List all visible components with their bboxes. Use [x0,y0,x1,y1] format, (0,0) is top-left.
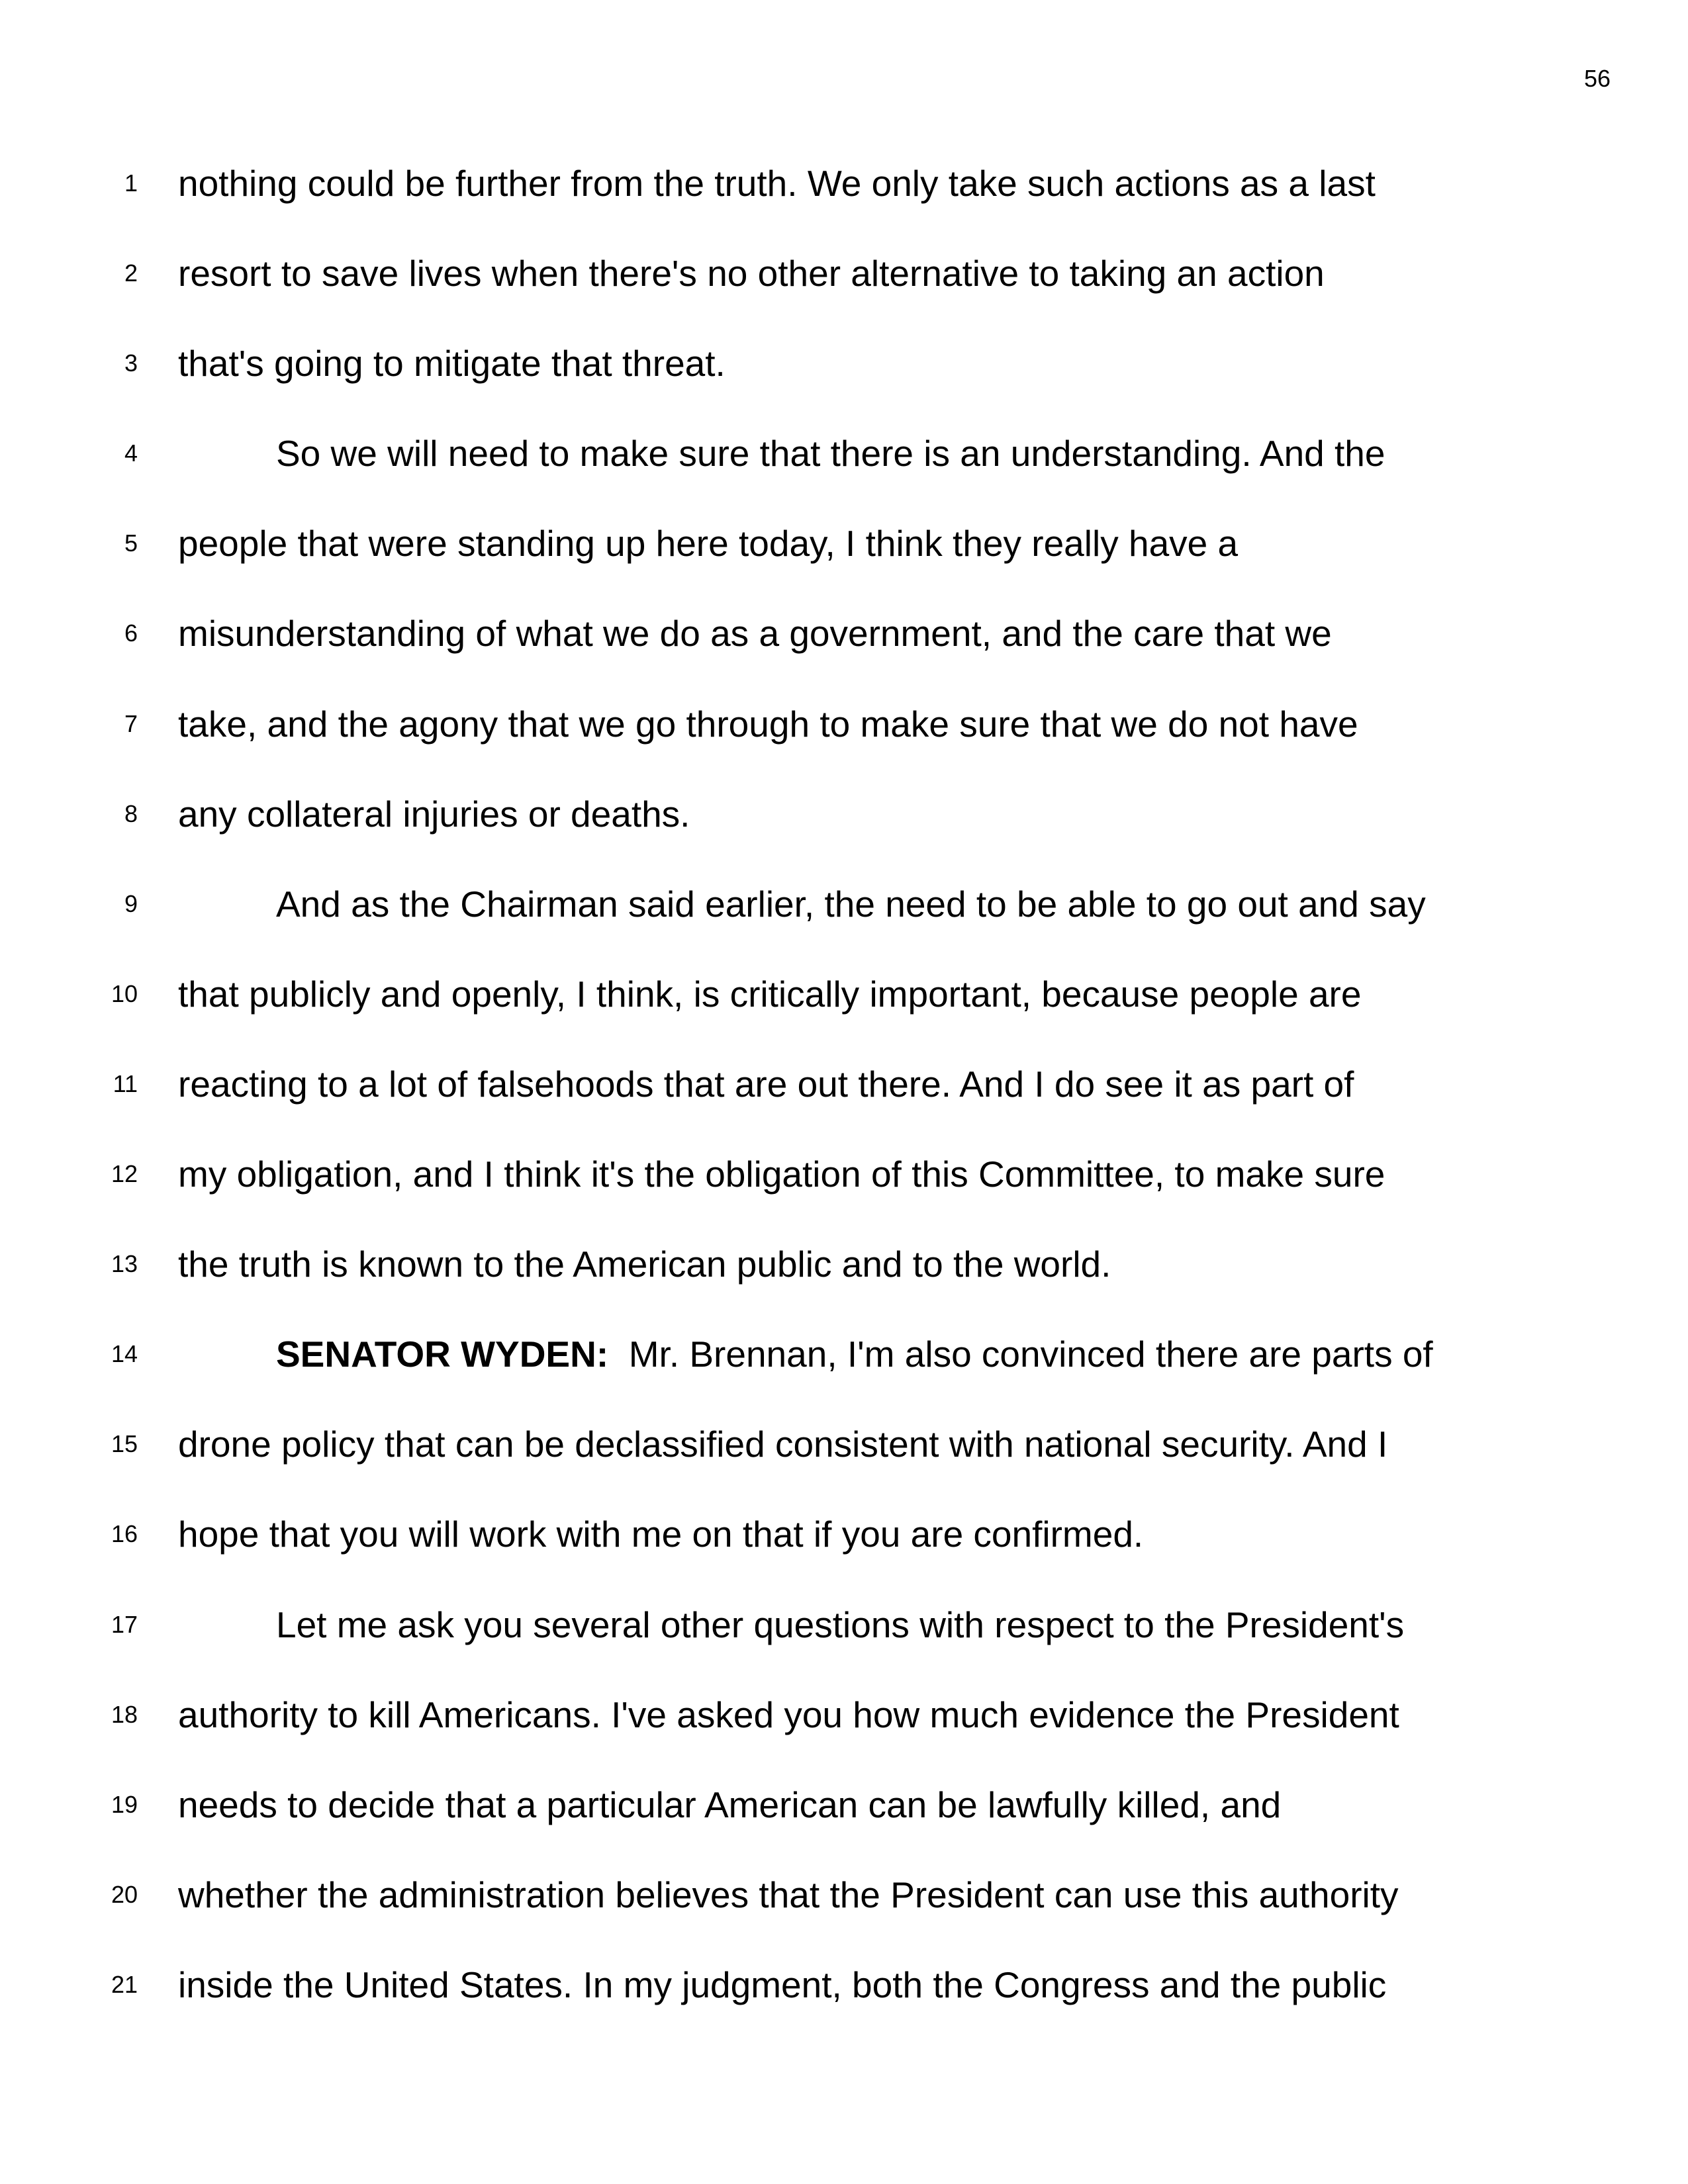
transcript-line [0,318,1688,408]
line-number: 11 [113,1069,138,1097]
transcript-line [0,1399,1688,1489]
line-text: So we will need to make sure that there is an understanding. And the [276,433,1385,475]
transcript-line [0,1940,1688,2030]
transcript-line [0,1580,1688,1670]
line-number: 2 [124,259,138,287]
line-text: authority to kill Americans. I've asked you how much evidence the President [178,1694,1399,1735]
line-text: reacting to a lot of falsehoods that are out there. And I do see it as part of [178,1063,1354,1105]
line-text: And as the Chairman said earlier, the need to be able to go out and say [276,883,1426,925]
line-number: 12 [111,1160,138,1188]
line-text: inside the United States. In my judgment, both the Congress and the public [178,1964,1387,2005]
transcript-line [0,1309,1688,1399]
line-text: resort to save lives when there's no other alternative to taking an action [178,253,1325,295]
transcript-line [0,1850,1688,1940]
line-number: 16 [111,1520,138,1548]
transcript-line [0,228,1688,318]
transcript-line [0,949,1688,1039]
transcript-body [0,138,1688,2030]
line-number: 13 [111,1250,138,1278]
transcript-line [0,588,1688,678]
line-text: misunderstanding of what we do as a government, and the care that we [178,613,1332,655]
transcript-line [0,498,1688,588]
line-text: the truth is known to the American public and to the world. [178,1244,1111,1285]
line-text: my obligation, and I think it's the obligation of this Committee, to make sure [178,1154,1385,1195]
transcript-line [0,1129,1688,1219]
line-number: 17 [111,1610,138,1638]
line-number: 18 [111,1700,138,1728]
transcript-line [0,1760,1688,1850]
line-number: 7 [124,709,138,737]
line-number: 10 [111,979,138,1007]
transcript-line [0,1219,1688,1309]
line-number: 14 [111,1340,138,1368]
line-number: 1 [124,169,138,197]
line-text: people that were standing up here today, I think they really have a [178,523,1239,565]
line-number: 4 [124,439,138,467]
transcript-line [0,769,1688,859]
transcript-line [0,138,1688,228]
transcript-line [0,1670,1688,1760]
line-text: that's going to mitigate that threat. [178,343,726,385]
line-text: take, and the agony that we go through to make sure that we do not have [178,703,1358,745]
line-number: 6 [124,619,138,647]
transcript-line [0,1489,1688,1579]
line-number: 20 [111,1880,138,1908]
line-text: any collateral injuries or deaths. [178,793,690,835]
line-number: 5 [124,529,138,557]
line-number: 3 [124,349,138,377]
line-text: nothing could be further from the truth. We only take such actions as a last [178,163,1376,204]
transcript-line [0,679,1688,769]
speaker-label: SENATOR WYDEN: [276,1334,609,1375]
transcript-line [0,859,1688,949]
line-number: 9 [124,889,138,917]
speech-text: Mr. Brennan, I'm also convinced there are parts of [608,1334,1433,1375]
page-number: 56 [1583,65,1611,92]
line-text: that publicly and openly, I think, is critically important, because people are [178,973,1362,1015]
line-number: 19 [111,1790,138,1818]
line-number: 8 [124,799,138,827]
line-text: whether the administration believes that the President can use this authority [178,1874,1399,1915]
line-text: drone policy that can be declassified consistent with national security. And I [178,1424,1388,1465]
transcript-line [0,408,1688,498]
line-number: 15 [111,1430,138,1458]
line-text [276,1309,1433,1399]
line-text: needs to decide that a particular American can be lawfully killed, and [178,1784,1282,1825]
transcript-line [0,1039,1688,1129]
line-text: hope that you will work with me on that if you are confirmed. [178,1514,1144,1555]
line-number: 21 [111,1970,138,1998]
line-text: Let me ask you several other questions with respect to the President's [276,1604,1405,1645]
